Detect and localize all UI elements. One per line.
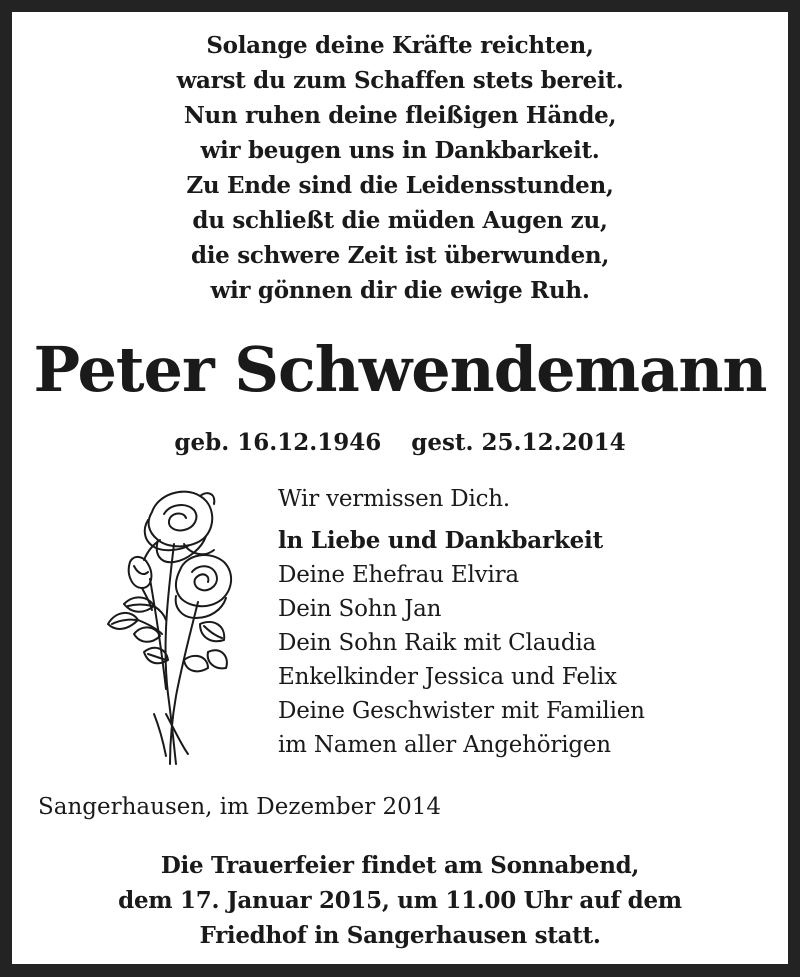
poem-line: wir gönnen dir die ewige Ruh. bbox=[210, 277, 590, 304]
poem-line: Solange deine Kräfte reichten, bbox=[206, 32, 594, 59]
mourners-heading: ln Liebe und Dankbarkeit bbox=[278, 527, 604, 554]
funeral-line: dem 17. Januar 2015, um 11.00 Uhr auf dem bbox=[118, 887, 682, 914]
mourner-line: im Namen aller Angehörigen bbox=[278, 732, 611, 758]
funeral-notice bbox=[0, 848, 800, 953]
poem-line: warst du zum Schaffen stets bereit. bbox=[176, 67, 624, 94]
place-and-date: Sangerhausen, im Dezember 2014 bbox=[38, 794, 442, 820]
birth-date: geb. 16.12.1946 bbox=[174, 429, 382, 456]
memorial-poem bbox=[0, 28, 800, 308]
poem-line: du schließt die müden Augen zu, bbox=[192, 207, 608, 234]
poem-line: wir beugen uns in Dankbarkeit. bbox=[200, 137, 600, 164]
mourner-line: Dein Sohn Jan bbox=[278, 596, 442, 622]
life-dates bbox=[0, 426, 800, 460]
mourner-line: Dein Sohn Raik mit Claudia bbox=[278, 630, 597, 656]
mourner-line: Deine Geschwister mit Familien bbox=[278, 698, 645, 724]
mourners-intro: Wir vermissen Dich. bbox=[278, 486, 511, 512]
poem-line: die schwere Zeit ist überwunden, bbox=[190, 242, 610, 269]
deceased-name: Peter Schwendemann bbox=[33, 333, 767, 406]
death-date: gest. 25.12.2014 bbox=[411, 429, 626, 456]
funeral-line: Friedhof in Sangerhausen statt. bbox=[199, 922, 601, 949]
mourners-list bbox=[278, 482, 645, 762]
poem-line: Zu Ende sind die Leidensstunden, bbox=[186, 172, 614, 199]
funeral-line: Die Trauerfeier findet am Sonnabend, bbox=[160, 852, 640, 879]
mourner-line: Deine Ehefrau Elvira bbox=[278, 562, 519, 588]
mourner-line: Enkelkinder Jessica und Felix bbox=[278, 664, 617, 690]
poem-line: Nun ruhen deine fleißigen Hände, bbox=[183, 102, 617, 129]
rose-icon bbox=[104, 484, 236, 770]
